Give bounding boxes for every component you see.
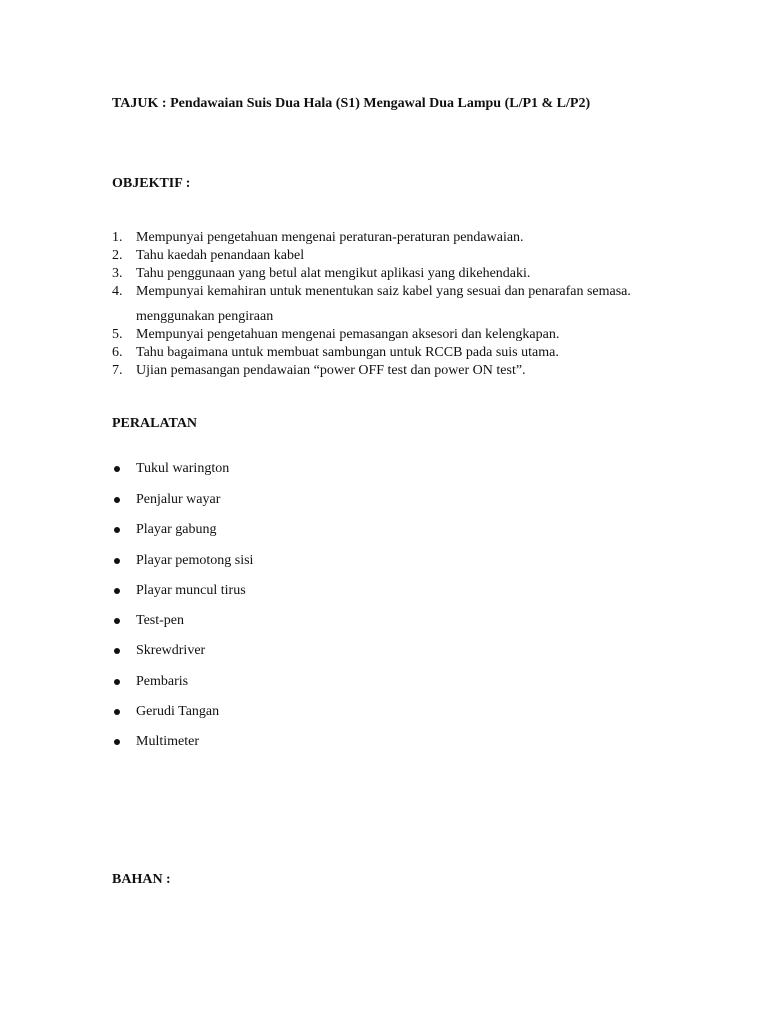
objektif-item-number: 7. xyxy=(112,363,123,378)
peralatan-item-label: Tukul warington xyxy=(136,461,230,476)
objektif-item-number: 4. xyxy=(112,284,123,299)
peralatan-item-label: Playar muncul tirus xyxy=(136,583,246,598)
objektif-item-text: Ujian pemasangan pendawaian “power OFF test dan power ON test”. xyxy=(136,363,526,378)
bullet-icon xyxy=(114,527,120,533)
objektif-item-number: 3. xyxy=(112,266,123,281)
objektif-item-text: Tahu penggunaan yang betul alat mengikut aplikasi yang dikehendaki. xyxy=(136,266,531,281)
peralatan-item-label: Playar pemotong sisi xyxy=(136,553,254,568)
objektif-item-number: 6. xyxy=(112,345,123,360)
peralatan-item-label: Gerudi Tangan xyxy=(136,704,220,719)
objektif-item-number: 1. xyxy=(112,230,123,245)
objektif-heading: OBJEKTIF : xyxy=(112,176,191,191)
objektif-item-text: Mempunyai pengetahuan mengenai peraturan-peraturan pendawaian. xyxy=(136,230,524,245)
bullet-icon xyxy=(114,558,120,564)
objektif-item-number: 2. xyxy=(112,248,123,263)
bullet-icon xyxy=(114,588,120,594)
peralatan-item-label: Skrewdriver xyxy=(136,643,206,658)
peralatan-item-label: Penjalur wayar xyxy=(136,492,221,507)
objektif-item-text: Mempunyai kemahiran untuk menentukan saiz kabel yang sesuai dan penarafan semasa. xyxy=(136,284,631,299)
bullet-icon xyxy=(114,648,120,654)
objektif-item-text: Tahu bagaimana untuk membuat sambungan untuk RCCB pada suis utama. xyxy=(136,345,559,360)
peralatan-item-label: Test-pen xyxy=(136,613,185,628)
objektif-item-continuation: menggunakan pengiraan xyxy=(136,309,274,324)
bullet-icon xyxy=(114,709,120,715)
objektif-item-number: 5. xyxy=(112,327,123,342)
peralatan-item-label: Playar gabung xyxy=(136,522,217,537)
peralatan-heading: PERALATAN xyxy=(112,416,198,431)
peralatan-item-label: Multimeter xyxy=(136,734,199,749)
bullet-icon xyxy=(114,679,120,685)
bullet-icon xyxy=(114,618,120,624)
bullet-icon xyxy=(114,739,120,745)
objektif-item-text: Mempunyai pengetahuan mengenai pemasangan aksesori dan kelengkapan. xyxy=(136,327,560,342)
document-title: TAJUK : Pendawaian Suis Dua Hala (S1) Mengawal Dua Lampu (L/P1 & L/P2) xyxy=(112,96,591,111)
bullet-icon xyxy=(114,497,120,503)
peralatan-item-label: Pembaris xyxy=(136,674,189,689)
bahan-heading: BAHAN : xyxy=(112,872,171,887)
objektif-item-text: Tahu kaedah penandaan kabel xyxy=(136,248,305,263)
bullet-icon xyxy=(114,466,120,472)
